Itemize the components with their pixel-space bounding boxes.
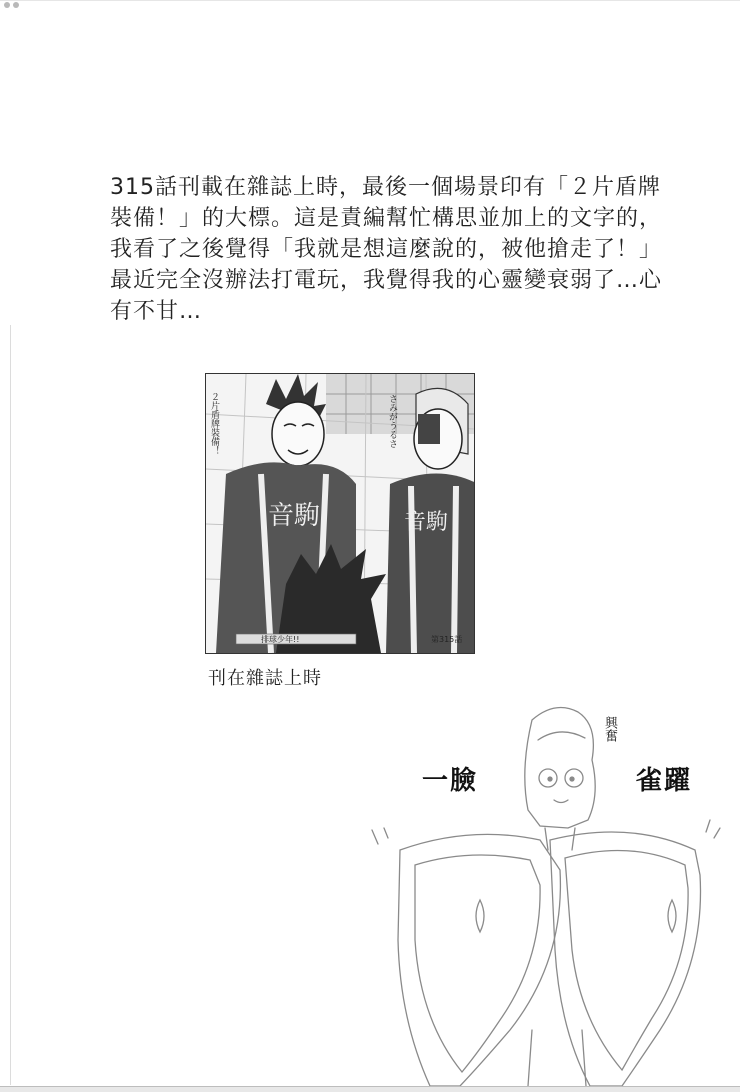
author-note [110, 172, 670, 327]
note-line: 裝備！」的大標。這是責編幫忙構思並加上的文字的， [110, 206, 663, 231]
panel-side-text: さみがうるさ [387, 394, 397, 448]
panel-chapter: 第315話 [431, 635, 463, 644]
note-line: 最近完全沒辦法打電玩，我覺得我的心靈變衰弱了…心 [110, 268, 663, 293]
top-border [0, 0, 740, 1]
shield-sketch-illustration [360, 700, 740, 1086]
page-bottom-edge [0, 1086, 740, 1092]
page-margin-line [10, 325, 11, 1085]
manga-panel-illustration [206, 374, 474, 653]
panel-caption: 刊在雜誌上時 [208, 668, 322, 689]
note-line: 我看了之後覺得「我就是想這麼說的，被他搶走了！」 [110, 237, 663, 262]
note-line: 315話刊載在雜誌上時，最後一個場景印有「２片盾牌 [110, 175, 661, 200]
panel-bottom-title: 排球少年!! [261, 635, 300, 644]
jersey-text-right: 音駒 [404, 510, 449, 535]
sfx-right-text: 雀躍 [636, 766, 693, 796]
panel-banner-text: ２片盾牌裝備！ [209, 392, 219, 455]
sfx-small-text: 興奮 [602, 716, 617, 742]
viewer-dots-icon [4, 2, 19, 8]
sfx-left-text: 一臉 [422, 766, 479, 796]
magazine-panel-image [205, 373, 475, 654]
note-line: 有不甘… [110, 299, 203, 324]
jersey-text-left: 音駒 [268, 501, 321, 531]
